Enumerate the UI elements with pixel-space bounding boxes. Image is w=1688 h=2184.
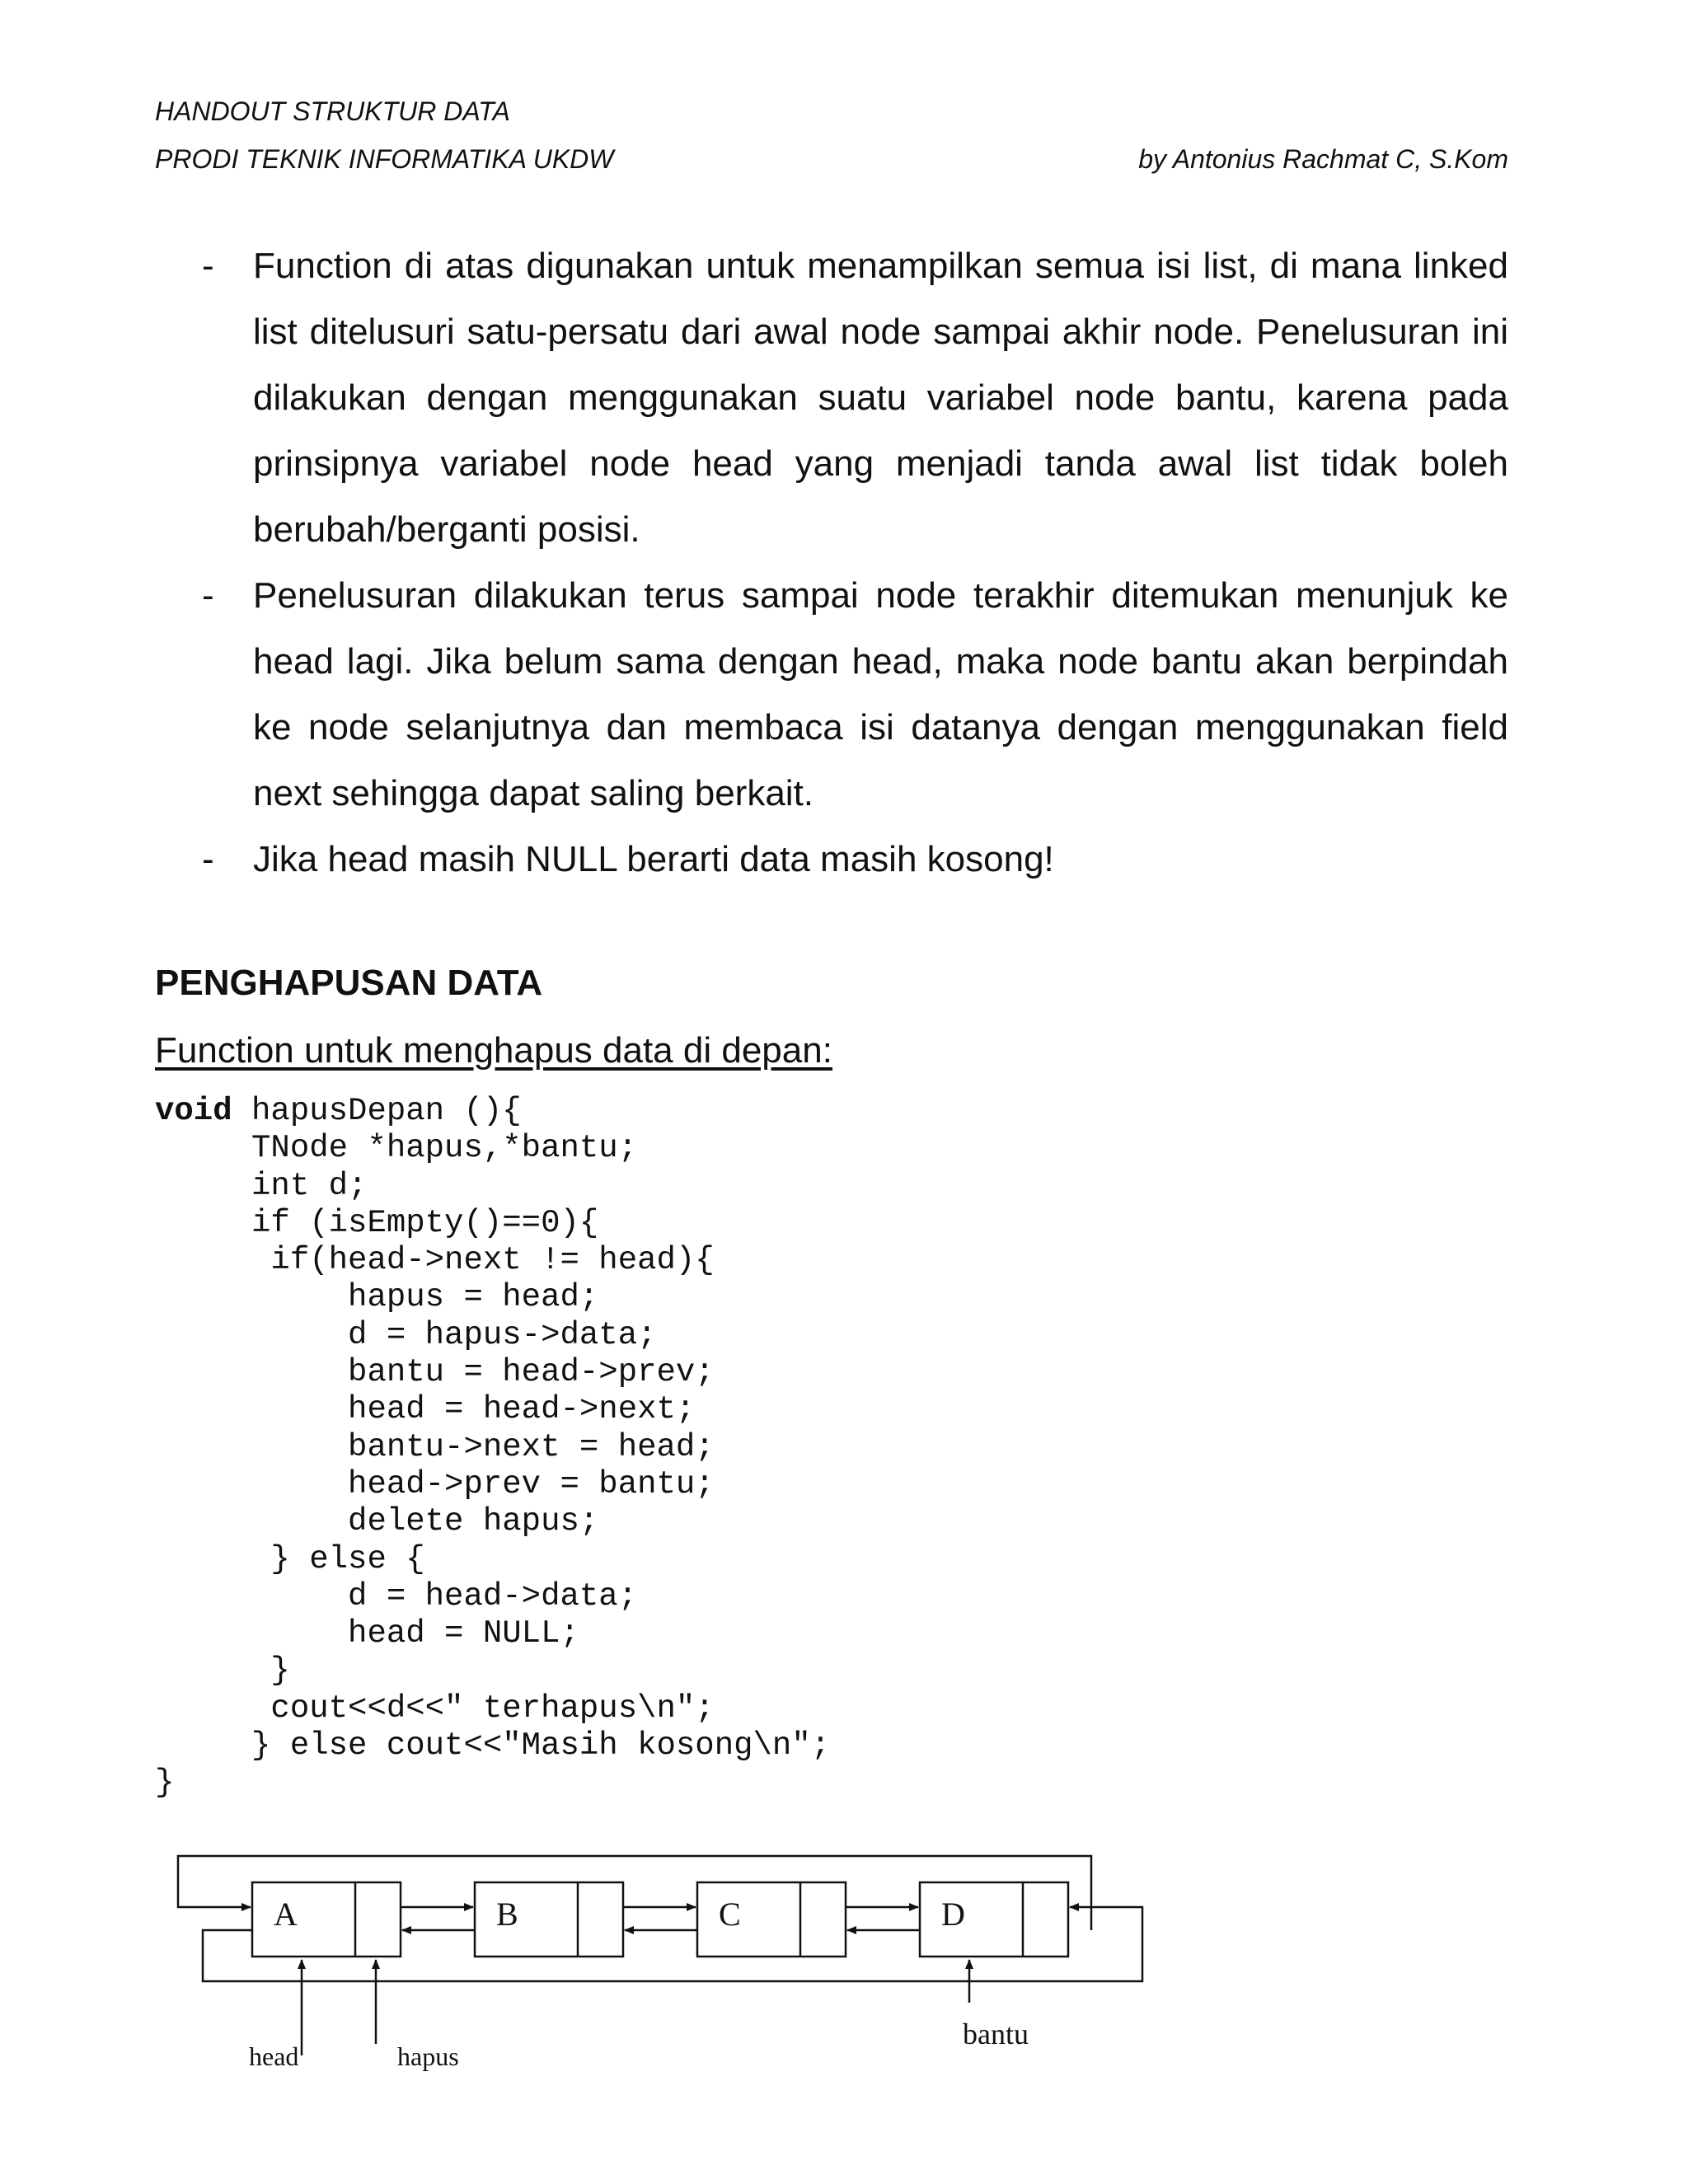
circular-prev-arrow <box>203 1907 1142 1981</box>
bullet-dash: - <box>202 839 214 879</box>
head-label: head <box>249 2041 299 2071</box>
header-department: PRODI TEKNIK INFORMATIKA UKDW <box>155 144 614 174</box>
header-author: by Antonius Rachmat C, S.Kom <box>1138 144 1508 174</box>
bullet-text: Penelusuran dilakukan terus sampai node terakhir ditemukan menunjuk ke head lagi. Jika belum sama dengan head, maka node bantu akan berpindah ke node selanjutnya dan membaca isi datanya dengan menggunakan field next sehingga dapat saling berkait. <box>253 575 1508 813</box>
bullet-text: Function di atas digunakan untuk menampilkan semua isi list, di mana linked list ditelusuri satu-persatu dari awal node sampai akhir node. Penelusuran ini dilakukan dengan menggunakan suatu variabel node bantu, karena pada prinsipnya variabel node head yang menjadi tanda awal list tidak boleh berubah/berganti posisi. <box>253 246 1508 550</box>
bullet-text: Jika head masih NULL berarti data masih kosong! <box>253 839 1054 879</box>
bullet-dash: - <box>202 246 214 286</box>
code-keyword: void <box>155 1093 232 1129</box>
node-d-label: D <box>941 1896 965 1933</box>
bantu-label: bantu <box>963 2018 1029 2050</box>
section-subtitle: Function untuk menghapus data di depan: <box>155 1030 832 1071</box>
bullet-dash: - <box>202 575 214 616</box>
header-course-title: HANDOUT STRUKTUR DATA <box>155 96 510 126</box>
hapus-label: hapus <box>397 2041 459 2071</box>
node-a-label: A <box>274 1896 298 1933</box>
code-first-line: hapusDepan (){ <box>232 1093 522 1129</box>
section-title: PENGHAPUSAN DATA <box>155 963 543 1003</box>
code-body: TNode *hapus,*bantu; int d; if (isEmpty()==0){ if(head->next != head){ hapus = head; d = hapus->data; bantu = head->prev; head = head->next; bantu->next = head; head->prev = bantu; delete hapus; } else { d = head->data; head = NULL; } cout<<d<<" terhapus\n"; } else cout<<"Masih kosong\n"; } <box>155 1130 831 1802</box>
node-b-label: B <box>496 1896 518 1933</box>
node-c-label: C <box>719 1896 741 1933</box>
